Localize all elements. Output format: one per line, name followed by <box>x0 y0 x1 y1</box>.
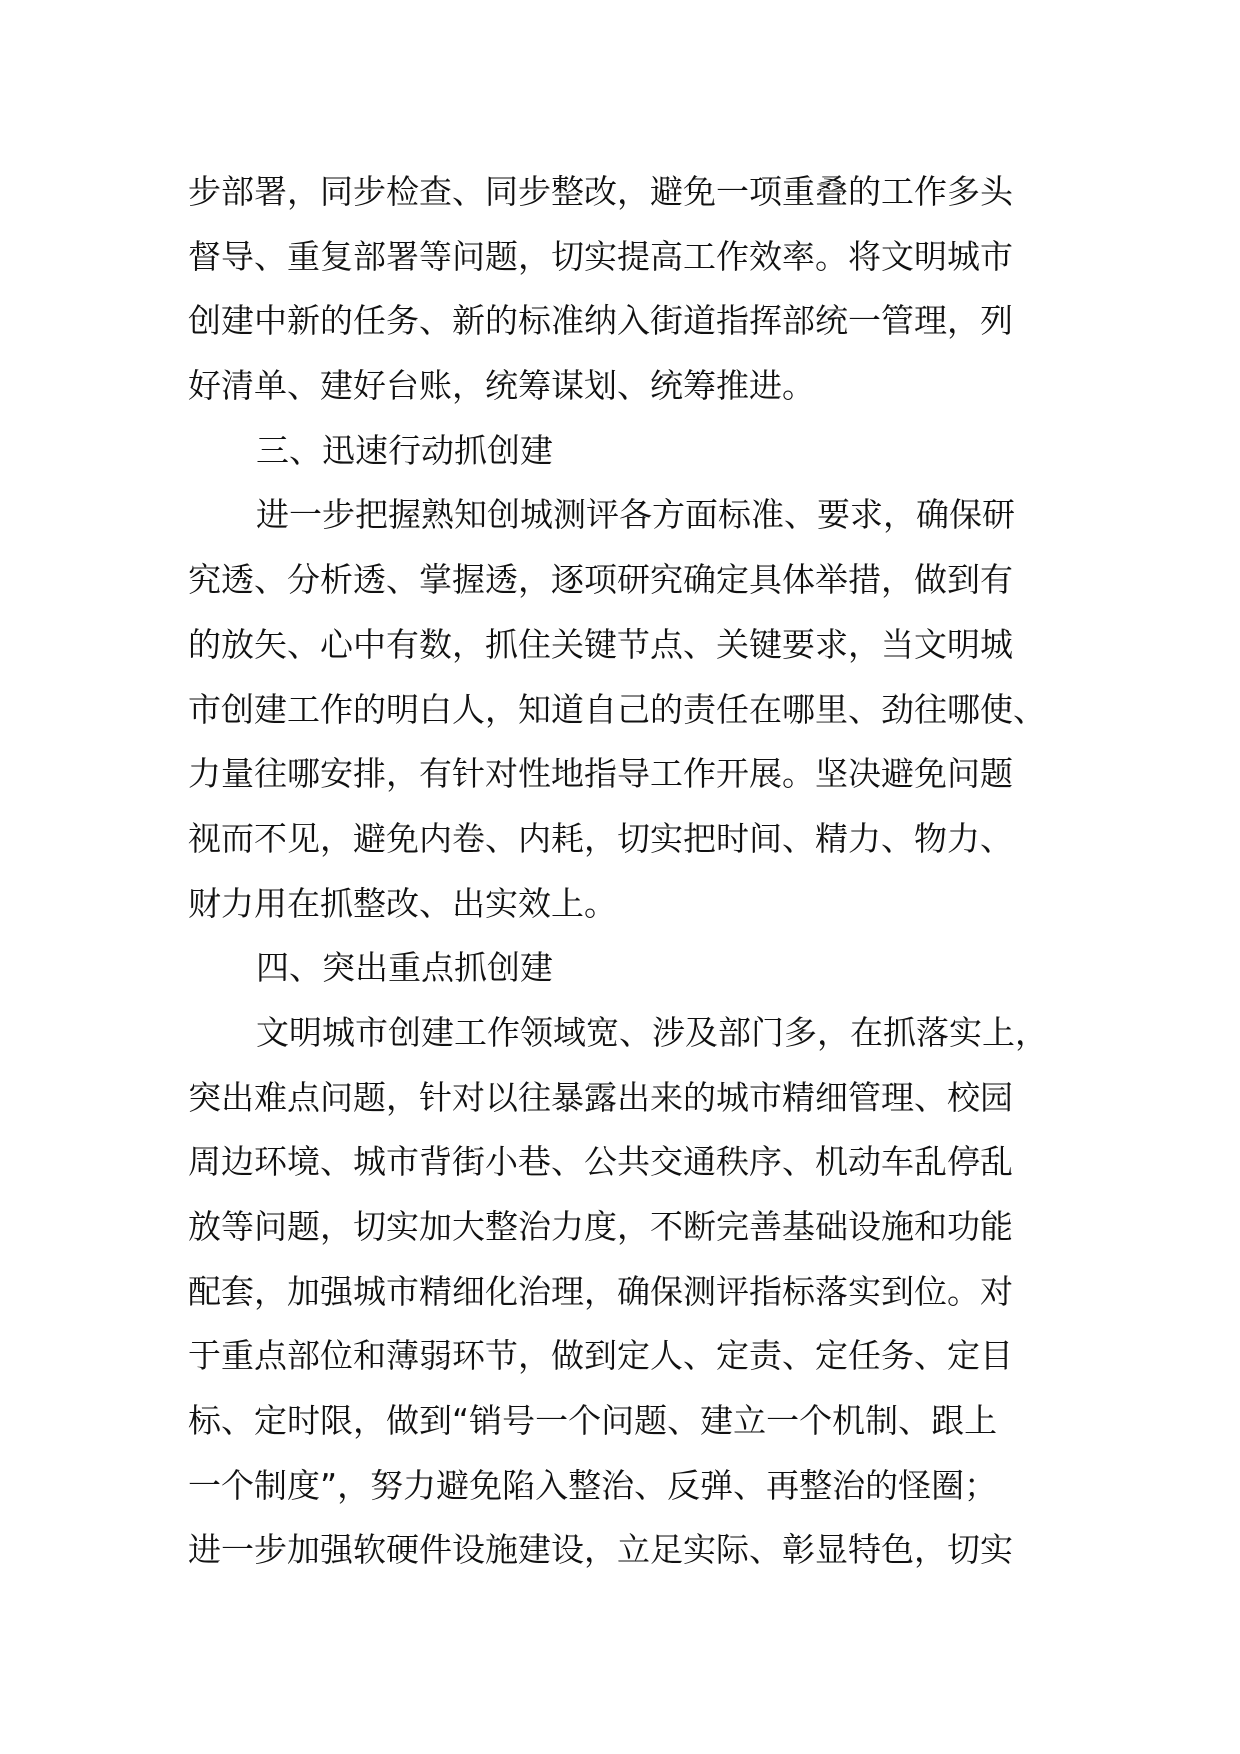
text-line: 文明城市创建工作领域宽、涉及部门多，在抓落实上， <box>256 1012 1048 1052</box>
section-heading: 四、突出重点抓创建 <box>256 948 553 988</box>
text-line: 周边环境、城市背街小巷、公共交通秩序、机动车乱停乱 <box>188 1142 1013 1182</box>
text-line: 的放矢、心中有数，抓住关键节点、关键要求，当文明城 <box>188 624 1013 664</box>
text-line: 进一步把握熟知创城测评各方面标准、要求，确保研 <box>256 495 1015 535</box>
text-line: 市创建工作的明白人，知道自己的责任在哪里、劲往哪使、 <box>188 689 1046 729</box>
section-heading: 三、迅速行动抓创建 <box>256 430 553 470</box>
text-line: 突出难点问题，针对以往暴露出来的城市精细管理、校园 <box>188 1077 1013 1117</box>
text-line: 创建中新的任务、新的标准纳入街道指挥部统一管理，列 <box>188 301 1013 341</box>
text-line: 力量往哪安排，有针对性地指导工作开展。坚决避免问题 <box>188 754 1013 794</box>
text-line: 一个制度”，努力避免陷入整治、反弹、再整治的怪圈； <box>188 1465 998 1505</box>
text-line: 于重点部位和薄弱环节，做到定人、定责、定任务、定目 <box>188 1336 1013 1376</box>
document-body <box>188 160 1068 1583</box>
text-line: 财力用在抓整改、出实效上。 <box>188 883 617 923</box>
text-line: 放等问题，切实加大整治力度，不断完善基础设施和功能 <box>188 1207 1013 1246</box>
text-line: 好清单、建好台账，统筹谋划、统筹推进。 <box>188 366 815 406</box>
text-line: 进一步加强软硬件设施建设，立足实际、彰显特色，切实 <box>188 1530 1013 1570</box>
text-line: 督导、重复部署等问题，切实提高工作效率。将文明城市 <box>188 236 1013 276</box>
text-line: 步部署，同步检查、同步整改，避免一项重叠的工作多头 <box>188 172 1013 211</box>
text-line: 标、定时限，做到“销号一个问题、建立一个机制、跟上 <box>188 1401 998 1441</box>
text-line: 究透、分析透、掌握透，逐项研究确定具体举措，做到有 <box>188 560 1013 600</box>
text-line: 视而不见，避免内卷、内耗，切实把时间、精力、物力、 <box>188 818 1013 858</box>
text-line: 配套，加强城市精细化治理，确保测评指标落实到位。对 <box>188 1271 1013 1311</box>
